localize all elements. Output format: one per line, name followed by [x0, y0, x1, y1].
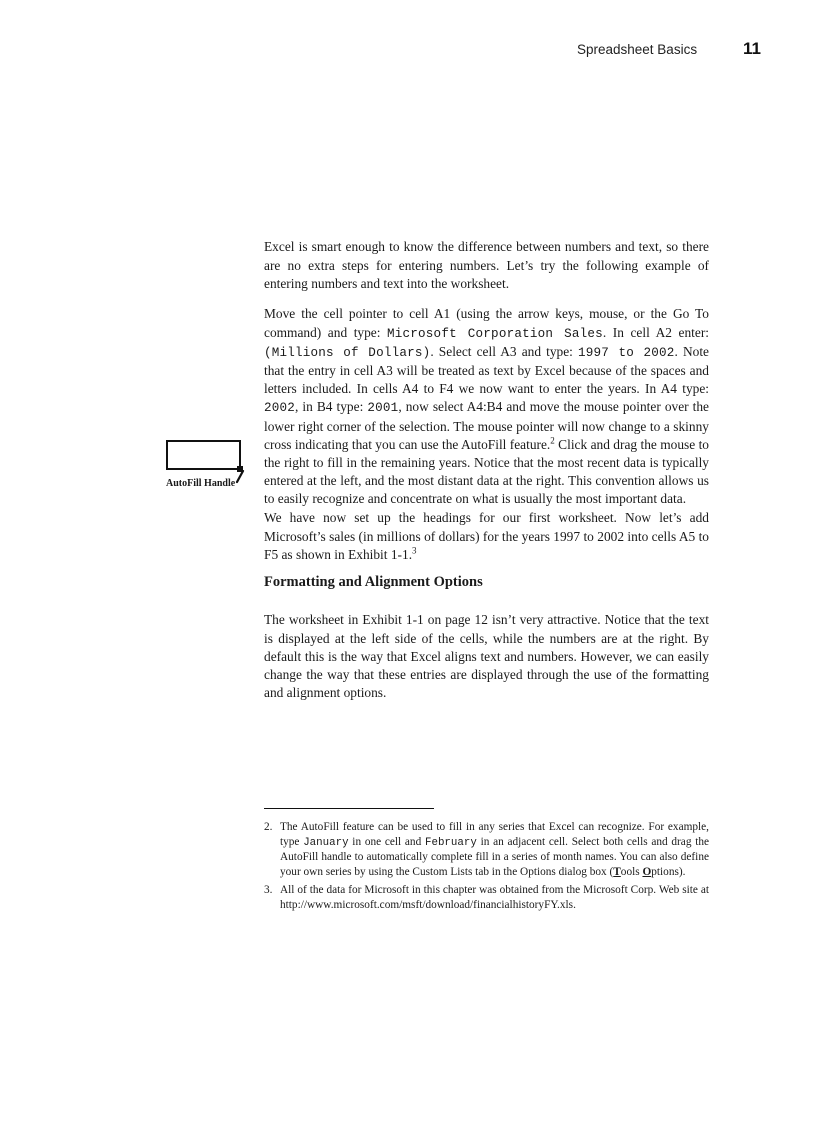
code-text: 2002: [264, 401, 296, 416]
text-run: We have now set up the headings for our first worksheet. Now let’s add Microsoft’s sales (in millions of dollars) for the years 1997 to 2002 into cells A5 to F5 as shown in Exhibit 1-1.: [264, 510, 709, 562]
text-run: . Note that the entry in cell A3 will be treated as text by Excel because of the spaces and letters included. In cells A4 to F4 we now want to enter the years. In A4 type:: [264, 343, 710, 397]
paragraph-intro: Excel is smart enough to know the difference between numbers and text, so there are no extra steps for entering numbers. Let’s try the following example of entering numbers and text into the worksheet.: [264, 239, 709, 291]
text-run: , in B4 type:: [295, 399, 368, 415]
running-header: Spreadsheet Basics: [577, 42, 698, 57]
code-text: Microsoft Corporation Sales: [387, 326, 603, 341]
autofill-handle-figure: [166, 440, 246, 490]
footnote-2: [264, 820, 709, 879]
code-text: January: [303, 836, 349, 849]
text-run: in one cell and: [348, 835, 425, 848]
figure-caption: AutoFill Handle: [166, 478, 236, 489]
text-run: ools: [620, 865, 643, 878]
menu-accelerator: O: [642, 865, 652, 878]
footnote-ref: 3: [412, 545, 417, 556]
code-text: 2001: [367, 401, 399, 416]
footnotes: [264, 820, 709, 917]
footnote-3: [264, 883, 709, 912]
footnote-divider: [264, 808, 434, 809]
menu-accelerator: T: [613, 865, 621, 878]
pointer-icon: [235, 470, 245, 484]
text-run: Click and drag the mouse to the right to fill in the remaining years. Notice that the most recent data is typically entered at the left, and the most distant data at the right. This convention allows us to easily recognize and concentrate on what is usually the most important data.: [264, 436, 709, 507]
text-run: The AutoFill feature can be used to fill in any series that Excel can recognize. For example, type: [280, 821, 709, 848]
text-run: . Select cell A3 and type:: [430, 343, 578, 359]
text-run: ptions: [651, 865, 679, 878]
text-run: ).: [678, 865, 686, 878]
footnote-number: 3.: [264, 884, 273, 897]
paragraph-formatting: The worksheet in Exhibit 1-1 on page 12 isn’t very attractive. Notice that the text is displayed at the left side of the cells, while the numbers are at the right. By default this is the way that Excel aligns text and numbers. However, we can easily change the way that these entries are displayed through the use of the formatting and alignment options.: [264, 612, 709, 701]
text-run: All of the data for Microsoft in this chapter was obtained from the Microsoft Corp. Web site at http://www.microsoft.com/msft/download/financialhistoryFY.xls.: [280, 884, 709, 911]
code-text: (Millions of Dollars): [264, 345, 431, 360]
text-run: , now select A4:B4 and move the mouse pointer over the lower right corner of the selection. The mouse pointer will now change to a skinny cross indicating that you can use the AutoFill feature.: [264, 399, 710, 452]
footnote-ref: 2: [550, 435, 555, 446]
code-text: 1997 to 2002: [577, 345, 675, 360]
text-run: in an adjacent cell. Select both cells and drag the AutoFill handle to automatically complete fill in a series of month names. You can also define your own series by using the Custom Lists tab in the Options dialog box (: [280, 835, 710, 878]
code-text: February: [424, 836, 477, 849]
text-run: . In cell A2 enter:: [602, 324, 709, 340]
page-number: 11: [743, 39, 761, 58]
paragraph-headings: [264, 509, 709, 564]
selected-cell-box: [166, 440, 241, 470]
section-heading: Formatting and Alignment Options: [264, 574, 483, 590]
paragraph-instructions: [264, 305, 709, 508]
text-run: Move the cell pointer to cell A1 (using the arrow keys, mouse, or the Go To command) and type:: [264, 306, 709, 340]
footnote-number: 2.: [264, 821, 273, 833]
